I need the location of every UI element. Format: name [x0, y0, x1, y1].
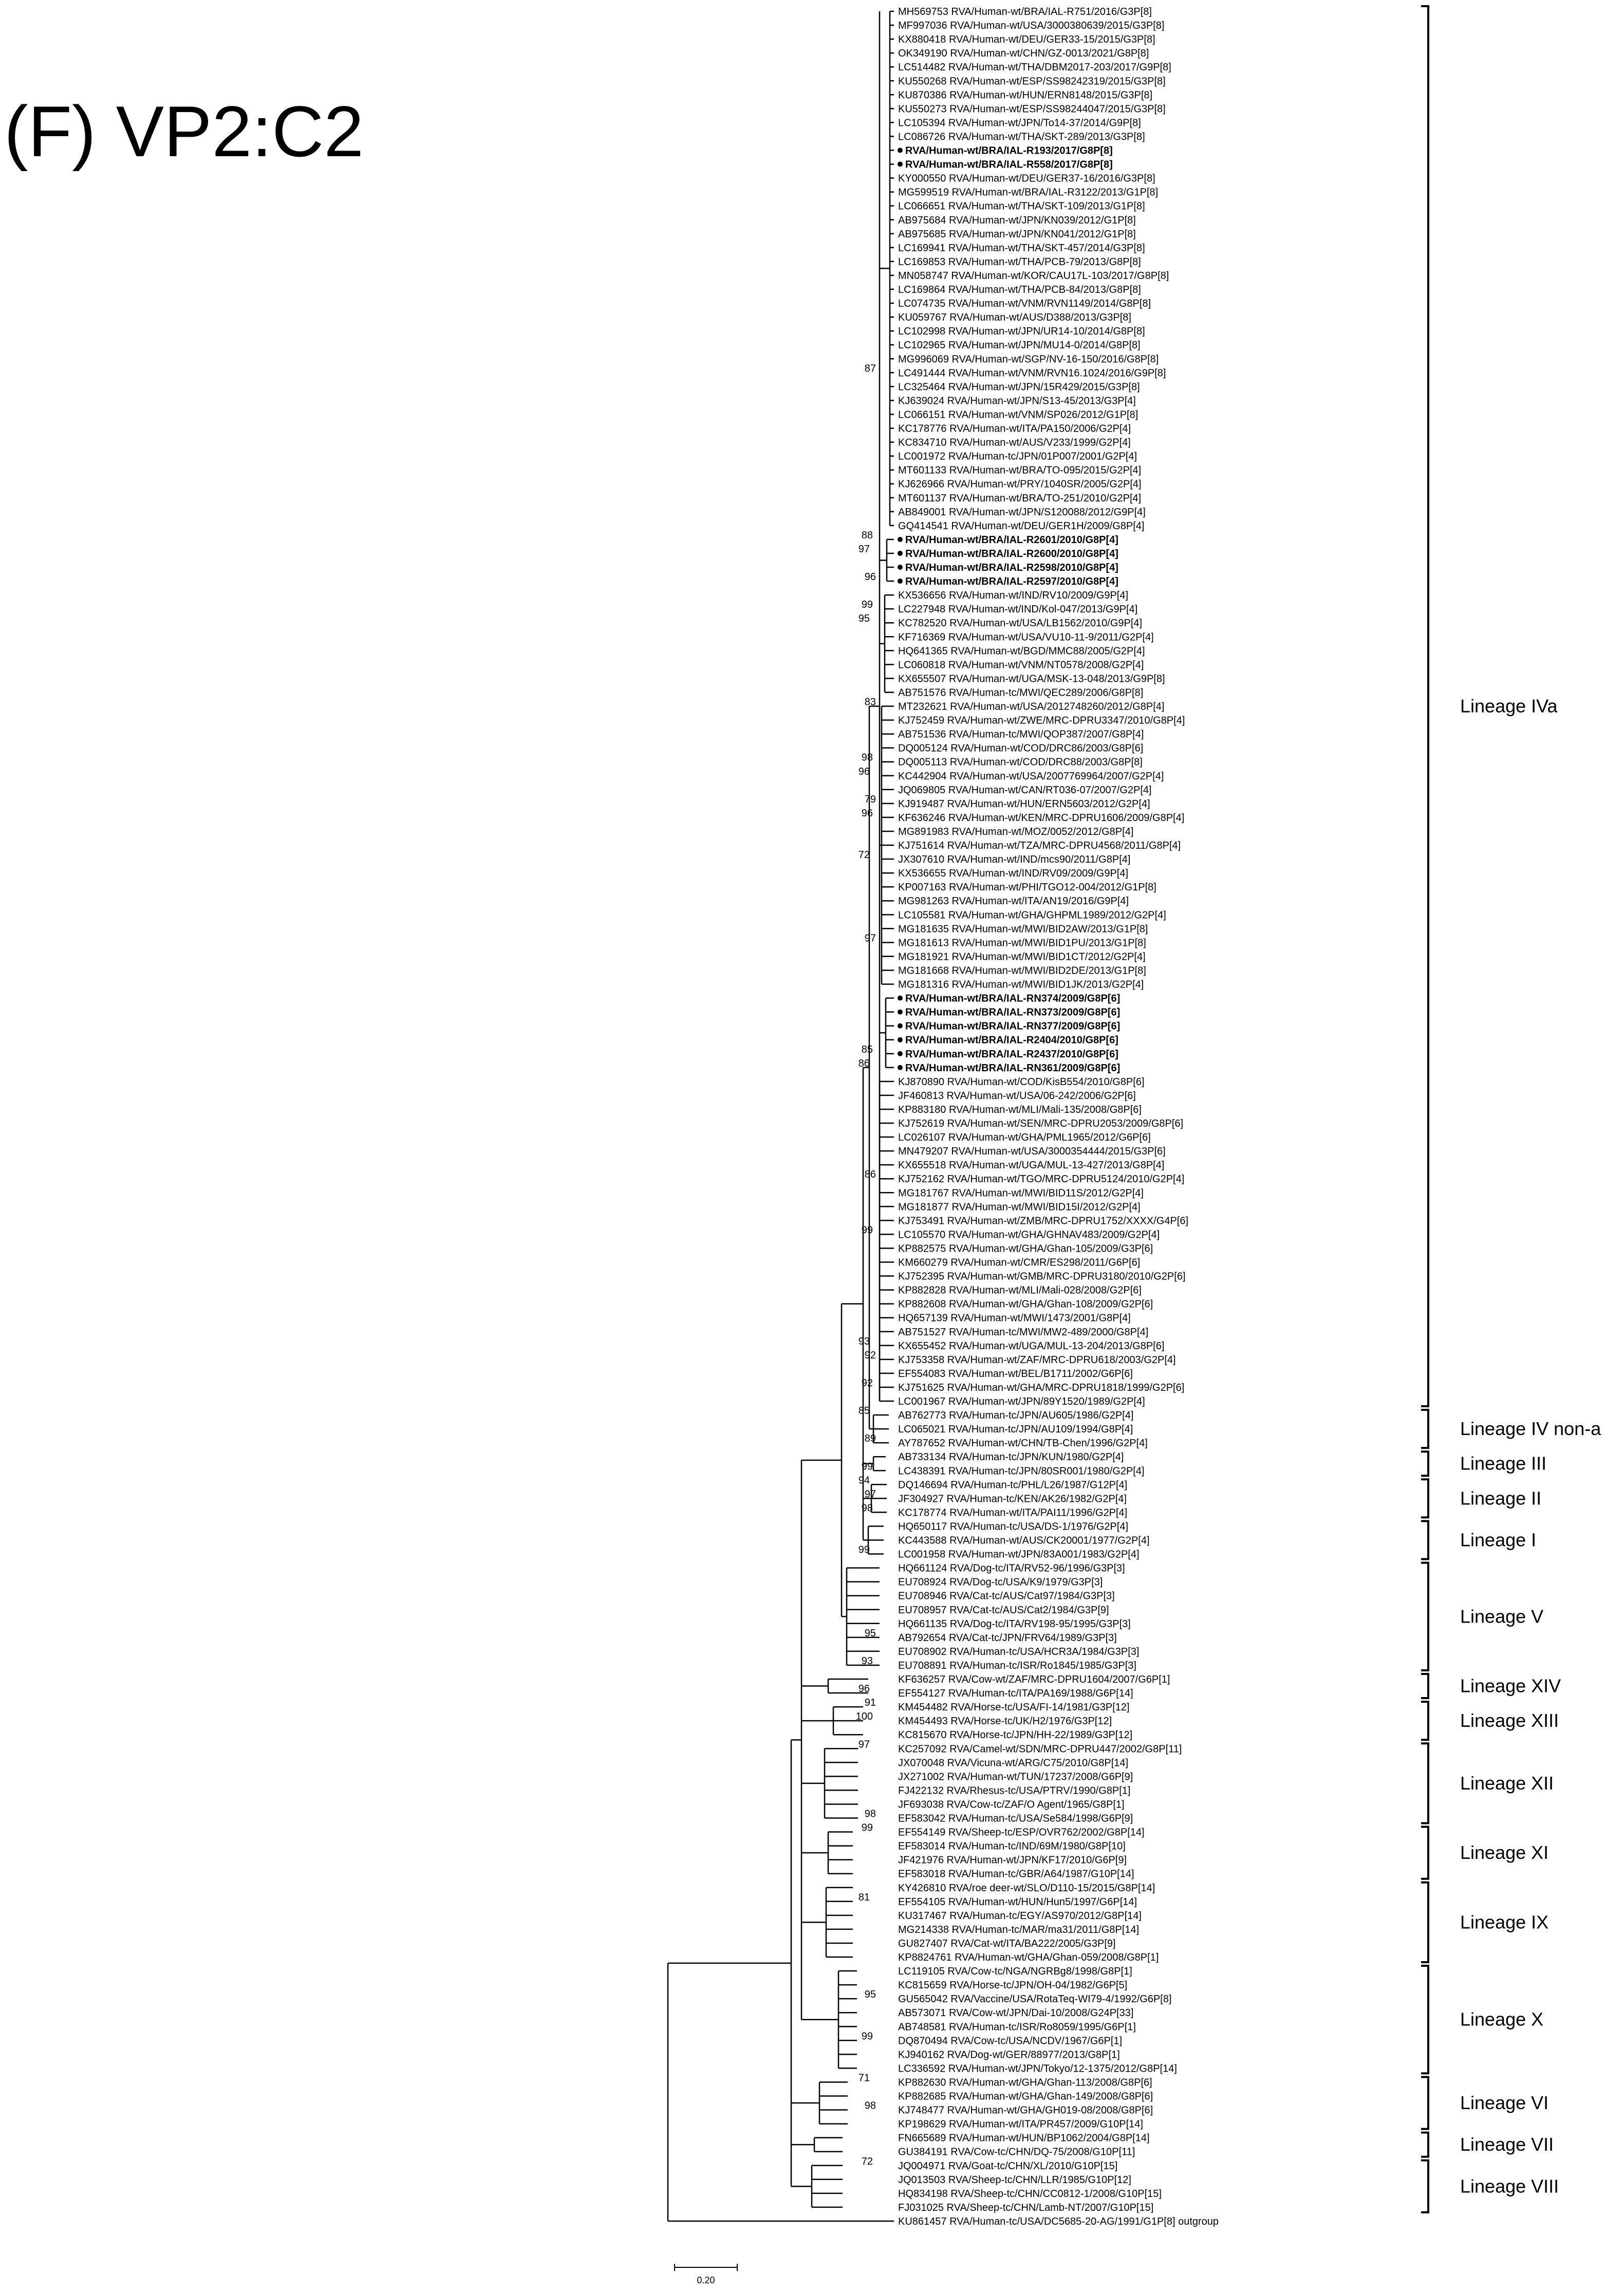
lineage-label: Lineage III: [1460, 1452, 1547, 1474]
bootstrap-value: 94: [858, 1475, 870, 1486]
tip-label: HQ657139 RVA/Human-wt/MWI/1473/2001/G8P[4]: [898, 1312, 1131, 1324]
tip-label: LC169853 RVA/Human-wt/THA/PCB-79/2013/G8P[8]: [898, 256, 1141, 268]
tip-label: KC815670 RVA/Horse-tc/JPN/HH-22/1989/G3P[12]: [898, 1729, 1133, 1741]
bootstrap-value: 87: [864, 363, 876, 375]
lineage-label: Lineage VIII: [1460, 2175, 1559, 2197]
tip-label: AB751536 RVA/Human-tc/MWI/QOP387/2007/G8P[4]: [898, 729, 1144, 740]
tip-label: KY000550 RVA/Human-wt/DEU/GER37-16/2016/G3P[8]: [898, 173, 1155, 184]
tip-label: KF636257 RVA/Cow-wt/ZAF/MRC-DPRU1604/2007/G6P[1]: [898, 1674, 1170, 1685]
tip-label: KJ940162 RVA/Dog-wt/GER/88977/2013/G8P[1]: [898, 2049, 1120, 2061]
tip-label: KM454493 RVA/Horse-tc/UK/H2/1976/G3P[12]: [898, 1716, 1112, 1727]
tip-label: EU708946 RVA/Cat-tc/AUS/Cat97/1984/G3P[3]: [898, 1590, 1115, 1602]
tip-label: DQ870494 RVA/Cow-tc/USA/NCDV/1967/G6P[1]: [898, 2035, 1123, 2047]
lineage-bracket: [1421, 2077, 1428, 2129]
tip-label: HQ834198 RVA/Sheep-tc/CHN/CC0812-1/2008/G10P[15]: [898, 2188, 1162, 2200]
tip-label: KP8824761 RVA/Human-wt/GHA/Ghan-059/2008/G8P[1]: [898, 1952, 1159, 1963]
tip-label: KC178776 RVA/Human-wt/ITA/PA150/2006/G2P[4]: [898, 423, 1131, 435]
bootstrap-value: 95: [858, 613, 870, 625]
lineage-bracket: [1421, 1521, 1428, 1559]
tip-label: LC102998 RVA/Human-wt/JPN/UR14-10/2014/G8P[8]: [898, 326, 1145, 338]
tip-label: LC105581 RVA/Human-wt/GHA/GHPML1989/2012/G2P[4]: [898, 909, 1166, 921]
tip-label: KJ626966 RVA/Human-wt/PRY/1040SR/2005/G2P[4]: [898, 478, 1142, 490]
tip-label: MT601137 RVA/Human-wt/BRA/TO-251/2010/G2P[4]: [898, 492, 1142, 504]
tip-label: MG181877 RVA/Human-wt/MWI/BID15I/2012/G2P[4]: [898, 1201, 1141, 1213]
highlighted-tip-label: RVA/Human-wt/BRA/IAL-R2598/2010/G8P[4]: [905, 562, 1118, 573]
tip-label: JX070048 RVA/Vicuna-wt/ARG/C75/2010/G8P[14]: [898, 1757, 1129, 1769]
figure-title: (F) VP2:C2: [4, 91, 364, 172]
tip-label: LC105394 RVA/Human-wt/JPN/To14-37/2014/G9P[8]: [898, 117, 1141, 129]
lineage-bracket: [1421, 1674, 1428, 1698]
tip-labels: [898, 6, 1219, 2227]
bootstrap-value: 83: [864, 696, 876, 708]
highlighted-tip-label: RVA/Human-wt/BRA/IAL-R558/2017/G8P[8]: [905, 159, 1113, 171]
highlighted-tip-label: RVA/Human-wt/BRA/IAL-R2404/2010/G8P[6]: [905, 1034, 1118, 1046]
tip-label: KP882630 RVA/Human-wt/GHA/Ghan-113/2008/G8P[6]: [898, 2077, 1152, 2089]
bootstrap-value: 98: [864, 1808, 876, 1820]
tip-label: LC001967 RVA/Human-wt/JPN/89Y1520/1989/G2P[4]: [898, 1396, 1145, 1407]
highlight-bullet: [898, 565, 903, 570]
lineage-label: Lineage IVa: [1460, 695, 1558, 717]
bootstrap-value: 95: [864, 1989, 876, 2001]
tip-label: AB762773 RVA/Human-tc/JPN/AU605/1986/G2P[4]: [898, 1410, 1134, 1422]
bootstrap-value: 97: [864, 1488, 876, 1500]
lineage-label: Lineage XII: [1460, 1772, 1554, 1794]
tip-label: MT232621 RVA/Human-wt/USA/2012748260/2012/G8P[4]: [898, 701, 1165, 713]
tip-label: OK349190 RVA/Human-wt/CHN/GZ-0013/2021/G8P[8]: [898, 48, 1149, 60]
highlight-bullet: [898, 148, 903, 153]
tip-label: LC169941 RVA/Human-wt/THA/SKT-457/2014/G3P[8]: [898, 242, 1145, 254]
tip-label: KJ753358 RVA/Human-wt/ZAF/MRC-DPRU618/2003/G2P[4]: [898, 1354, 1176, 1366]
tip-label: EF583014 RVA/Human-tc/IND/69M/1980/G8P[10]: [898, 1840, 1126, 1852]
bootstrap-value: 96: [858, 766, 870, 777]
lineage-bracket: [1421, 1563, 1428, 1670]
tip-label: KX655452 RVA/Human-wt/UGA/MUL-13-204/2013/G8P[6]: [898, 1340, 1165, 1352]
tip-label: MG181668 RVA/Human-wt/MWI/BID2DE/2013/G1P[8]: [898, 965, 1146, 977]
bootstrap-value: 99: [861, 1461, 873, 1473]
tip-label: MG981263 RVA/Human-wt/ITA/AN19/2016/G9P[4]: [898, 896, 1129, 907]
lineage-bracket: [1421, 1743, 1428, 1823]
tip-label: KJ753491 RVA/Human-wt/ZMB/MRC-DPRU1752/XXXX/G4P[6]: [898, 1215, 1189, 1227]
tip-label: EF583018 RVA/Human-tc/GBR/A64/1987/G10P[14]: [898, 1868, 1134, 1880]
bootstrap-value: 97: [858, 543, 870, 555]
tip-label: KX880418 RVA/Human-wt/DEU/GER33-15/2015/G3P[8]: [898, 34, 1155, 46]
tip-label: KM660279 RVA/Human-wt/CMR/ES298/2011/G6P[6]: [898, 1257, 1141, 1269]
tip-label: EF554105 RVA/Human-wt/HUN/Hun5/1997/G6P[14]: [898, 1896, 1137, 1908]
highlight-bullet: [898, 1010, 903, 1015]
tip-label: JQ013503 RVA/Sheep-tc/CHN/LLR/1985/G10P[12]: [898, 2174, 1131, 2186]
highlighted-tip-label: RVA/Human-wt/BRA/IAL-R2437/2010/G8P[6]: [905, 1048, 1118, 1060]
tip-label: EU708957 RVA/Cat-tc/AUS/Cat2/1984/G3P[9]: [898, 1604, 1109, 1616]
tip-label: KX536655 RVA/Human-wt/IND/RV09/2009/G9P[4]: [898, 868, 1129, 880]
tip-label: MN058747 RVA/Human-wt/KOR/CAU17L-103/2017/G8P[8]: [898, 270, 1169, 282]
tip-label: MG181316 RVA/Human-wt/MWI/BID1JK/2013/G2P[4]: [898, 979, 1144, 991]
lineage-bracket: [1421, 6, 1428, 1406]
tip-label: LC105570 RVA/Human-wt/GHA/GHNAV483/2009/G2P[4]: [898, 1229, 1160, 1241]
tip-label: LC066151 RVA/Human-wt/VNM/SP026/2012/G1P[8]: [898, 409, 1138, 421]
tip-label: JF304927 RVA/Human-tc/KEN/AK26/1982/G2P[4]: [898, 1493, 1127, 1505]
lineage-bracket: [1421, 1827, 1428, 1879]
tip-label: LC066651 RVA/Human-wt/THA/SKT-109/2013/G1P[8]: [898, 200, 1145, 212]
tip-label: MT601133 RVA/Human-wt/BRA/TO-095/2015/G2P[4]: [898, 464, 1142, 476]
lineage-bracket: [1421, 1410, 1428, 1448]
tip-label: KJ752619 RVA/Human-wt/SEN/MRC-DPRU2053/2009/G8P[6]: [898, 1118, 1184, 1129]
tip-label: AB751527 RVA/Human-tc/MWI/MW2-489/2000/G8P[4]: [898, 1326, 1149, 1338]
tip-label: KP007163 RVA/Human-wt/PHI/TGO12-004/2012/G1P[8]: [898, 882, 1156, 893]
tip-label: LC026107 RVA/Human-wt/GHA/PML1965/2012/G6P[6]: [898, 1132, 1151, 1144]
bootstrap-value: 95: [864, 1627, 876, 1639]
tip-label: EF583042 RVA/Human-tc/USA/Se584/1998/G6P[9]: [898, 1813, 1133, 1824]
bootstrap-value: 91: [864, 1697, 876, 1709]
highlighted-tip-label: RVA/Human-wt/BRA/IAL-R2597/2010/G8P[4]: [905, 576, 1118, 588]
tip-label: EU708891 RVA/Human-tc/ISR/Ro1845/1985/G3P[3]: [898, 1660, 1136, 1671]
highlighted-tip-label: RVA/Human-wt/BRA/IAL-RN377/2009/G8P[6]: [905, 1020, 1121, 1032]
tip-label: KJ870890 RVA/Human-wt/COD/KisB554/2010/G8P[6]: [898, 1076, 1145, 1088]
tip-label: AB733134 RVA/Human-tc/JPN/KUN/1980/G2P[4]: [898, 1451, 1124, 1463]
highlighted-tip-label: RVA/Human-wt/BRA/IAL-R2601/2010/G8P[4]: [905, 534, 1118, 546]
bootstrap-value: 89: [864, 1433, 876, 1445]
tip-label: KF716369 RVA/Human-wt/USA/VU10-11-9/2011/G2P[4]: [898, 631, 1154, 643]
lineage-label: Lineage VII: [1460, 2134, 1554, 2155]
bootstrap-value: 99: [858, 1544, 870, 1556]
tip-label: MG181921 RVA/Human-wt/MWI/BID1CT/2012/G2P[4]: [898, 951, 1146, 963]
tip-label: FN665689 RVA/Human-wt/HUN/BP1062/2004/G8P[14]: [898, 2132, 1150, 2144]
tip-label: EF554127 RVA/Human-tc/ITA/PA169/1988/G6P[14]: [898, 1688, 1133, 1700]
lineage-label: Lineage IV non-a: [1460, 1418, 1601, 1440]
tip-label: KU861457 RVA/Human-tc/USA/DC5685-20-AG/1991/G1P[8] outgroup: [898, 2215, 1219, 2227]
tip-label: MF997036 RVA/Human-wt/USA/3000380639/2015/G3P[8]: [898, 20, 1165, 32]
bootstrap-value: 98: [861, 752, 873, 763]
tip-label: LC102965 RVA/Human-wt/JPN/MU14-0/2014/G8P[8]: [898, 340, 1141, 351]
tip-label: DQ005124 RVA/Human-wt/COD/DRC86/2003/G8P[6]: [898, 742, 1144, 754]
bootstrap-value: 93: [858, 1335, 870, 1347]
tip-label: EU708902 RVA/Human-tc/USA/HCR3A/1984/G3P[3]: [898, 1646, 1140, 1657]
tip-label: LC074735 RVA/Human-wt/VNM/RVN1149/2014/G8P[8]: [898, 298, 1151, 310]
bootstrap-value: 96: [864, 571, 876, 583]
tip-label: LC438391 RVA/Human-tc/JPN/80SR001/1980/G2P[4]: [898, 1465, 1145, 1477]
tip-label: EF554083 RVA/Human-wt/BEL/B1711/2002/G6P[6]: [898, 1368, 1133, 1380]
tip-label: AB975684 RVA/Human-wt/JPN/KN039/2012/G1P[8]: [898, 214, 1136, 226]
tip-label: KJ919487 RVA/Human-wt/HUN/ERN5603/2012/G2P[4]: [898, 798, 1150, 810]
lineage-bracket: [1421, 1451, 1428, 1476]
tip-label: KU317467 RVA/Human-tc/EGY/AS970/2012/G8P[14]: [898, 1910, 1142, 1922]
tip-label: KC443588 RVA/Human-wt/AUS/CK20001/1977/G2P[4]: [898, 1535, 1150, 1547]
tip-label: KJ752395 RVA/Human-wt/GMB/MRC-DPRU3180/2010/G2P[6]: [898, 1271, 1186, 1282]
tip-label: KC442904 RVA/Human-wt/USA/2007769964/2007/G2P[4]: [898, 770, 1164, 782]
tip-label: KY426810 RVA/roe deer-wt/SLO/D110-15/2015/G8P[14]: [898, 1882, 1155, 1894]
bootstrap-value: 79: [864, 793, 876, 805]
tip-label: MG891983 RVA/Human-wt/MOZ/0052/2012/G8P[4]: [898, 826, 1134, 837]
tip-label: HQ661124 RVA/Dog-tc/ITA/RV52-96/1996/G3P[3]: [898, 1562, 1125, 1574]
tip-label: KJ748477 RVA/Human-wt/GHA/GH019-08/2008/G8P[6]: [898, 2104, 1153, 2116]
bootstrap-value: 96: [861, 807, 873, 819]
tip-label: LC060818 RVA/Human-wt/VNM/NT0578/2008/G2P[4]: [898, 659, 1144, 671]
tip-label: LC514482 RVA/Human-wt/THA/DBM2017-203/2017/G9P[8]: [898, 62, 1171, 73]
tip-label: LC169864 RVA/Human-wt/THA/PCB-84/2013/G8P[8]: [898, 284, 1141, 295]
tip-label: KJ639024 RVA/Human-wt/JPN/S13-45/2013/G3P[4]: [898, 395, 1136, 407]
tip-label: JF421976 RVA/Human-wt/JPN/KF17/2010/G6P[9]: [898, 1854, 1127, 1866]
bootstrap-value: 85: [861, 1044, 873, 1055]
tip-label: LC001972 RVA/Human-tc/JPN/01P007/2001/G2P[4]: [898, 451, 1137, 462]
bootstrap-value: 100: [855, 1711, 873, 1723]
tip-label: KC815659 RVA/Horse-tc/JPN/OH-04/1982/G6P[5]: [898, 1980, 1128, 1991]
tip-label: GU827407 RVA/Cat-wt/ITA/BA222/2005/G3P[9]: [898, 1938, 1116, 1949]
tip-label: MG181635 RVA/Human-wt/MWI/BID2AW/2013/G1P[8]: [898, 923, 1148, 935]
bootstrap-value: 92: [861, 1377, 873, 1389]
lineage-label: Lineage VI: [1460, 2092, 1549, 2114]
tip-label: LC227948 RVA/Human-wt/IND/Kol-047/2013/G9P[4]: [898, 604, 1138, 616]
tip-label: HQ650117 RVA/Human-tc/USA/DS-1/1976/G2P[4]: [898, 1521, 1128, 1533]
bootstrap-value: 97: [864, 933, 876, 944]
bootstrap-value: 72: [861, 2155, 873, 2167]
tip-label: MG181613 RVA/Human-wt/MWI/BID1PU/2013/G1P[8]: [898, 937, 1146, 949]
highlight-bullet: [898, 1065, 903, 1070]
highlight-bullet: [898, 579, 903, 584]
bootstrap-value: 85: [858, 1405, 870, 1417]
tip-label: KP198629 RVA/Human-wt/ITA/PR457/2009/G10P[14]: [898, 2118, 1143, 2130]
tip-label: KP882575 RVA/Human-wt/GHA/Ghan-105/2009/G3P[6]: [898, 1243, 1153, 1255]
lineage-label: Lineage XIV: [1460, 1675, 1561, 1697]
tip-label: KP882608 RVA/Human-wt/GHA/Ghan-108/2009/G2P[6]: [898, 1298, 1153, 1310]
tip-label: FJ031025 RVA/Sheep-tc/CHN/Lamb-NT/2007/G10P[15]: [898, 2202, 1154, 2213]
tip-label: KC782520 RVA/Human-wt/USA/LB1562/2010/G9P[4]: [898, 618, 1143, 629]
tip-label: LC119105 RVA/Cow-tc/NGA/NGRBg8/1998/G8P[1]: [898, 1966, 1132, 1978]
tip-label: HQ661135 RVA/Dog-tc/ITA/RV198-95/1995/G3P[3]: [898, 1618, 1131, 1630]
bootstrap-value: 72: [858, 849, 870, 861]
tip-label: KP882685 RVA/Human-wt/GHA/Ghan-149/2008/G8P[6]: [898, 2091, 1153, 2102]
bootstrap-value: 86: [864, 1169, 876, 1181]
lineage-annotations: [1421, 6, 1601, 2212]
lineage-bracket: [1421, 1966, 1428, 2073]
highlighted-tip-label: RVA/Human-wt/BRA/IAL-R2600/2010/G8P[4]: [905, 548, 1118, 560]
tip-label: LC325464 RVA/Human-wt/JPN/15R429/2015/G3P[8]: [898, 381, 1140, 393]
bootstrap-value: 98: [861, 1502, 873, 1514]
highlighted-tip-label: RVA/Human-wt/BRA/IAL-R193/2017/G8P[8]: [905, 145, 1113, 157]
lineage-bracket: [1421, 1479, 1428, 1517]
tip-label: KP882828 RVA/Human-wt/MLI/Mali-028/2008/G2P[6]: [898, 1284, 1142, 1296]
lineage-bracket: [1421, 1702, 1428, 1740]
tip-label: LC336592 RVA/Human-wt/JPN/Tokyo/12-1375/2012/G8P[14]: [898, 2063, 1177, 2075]
tip-label: KU550268 RVA/Human-wt/ESP/SS98242319/2015/G3P[8]: [898, 76, 1166, 87]
bootstrap-value: 81: [858, 1891, 870, 1903]
lineage-bracket: [1421, 1883, 1428, 1962]
lineage-label: Lineage IX: [1460, 1911, 1549, 1933]
tip-label: KJ751625 RVA/Human-wt/GHA/MRC-DPRU1818/1999/G2P[6]: [898, 1382, 1185, 1393]
tip-label: DQ005113 RVA/Human-wt/COD/DRC88/2003/G8P[8]: [898, 756, 1143, 768]
bootstrap-value: 92: [864, 1349, 876, 1361]
lineage-label: Lineage XIII: [1460, 1710, 1559, 1731]
bootstrap-value: 99: [861, 1822, 873, 1834]
bootstrap-value: 93: [861, 1655, 873, 1667]
tip-label: JQ069805 RVA/Human-wt/CAN/RT036-07/2007/G2P[4]: [898, 784, 1152, 796]
tip-label: AB751576 RVA/Human-tc/MWI/QEC289/2006/G8P[8]: [898, 687, 1144, 699]
tip-label: MN479207 RVA/Human-wt/USA/3000354444/2015/G3P[6]: [898, 1146, 1166, 1158]
highlight-bullet: [898, 1023, 903, 1029]
highlighted-tip-label: RVA/Human-wt/BRA/IAL-RN361/2009/G8P[6]: [905, 1062, 1121, 1074]
tip-label: KU059767 RVA/Human-wt/AUS/D388/2013/G3P[8]: [898, 312, 1131, 324]
bootstrap-value: 99: [861, 599, 873, 611]
highlight-bullet: [898, 996, 903, 1001]
highlighted-tip-label: RVA/Human-wt/BRA/IAL-RN374/2009/G8P[6]: [905, 993, 1121, 1004]
bootstrap-value: 97: [858, 1739, 870, 1750]
tip-label: MG996069 RVA/Human-wt/SGP/NV-16-150/2016/G8P[8]: [898, 353, 1159, 365]
bootstrap-value: 86: [858, 1057, 870, 1069]
tip-label: MG181767 RVA/Human-wt/MWI/BID11S/2012/G2P[4]: [898, 1187, 1144, 1199]
tip-label: AB792654 RVA/Cat-tc/JPN/FRV64/1989/G3P[3]: [898, 1632, 1117, 1644]
tip-label: GU565042 RVA/Vaccine/USA/RotaTeq-WI79-4/1992/G6P[8]: [898, 1994, 1172, 2005]
lineage-label: Lineage V: [1460, 1606, 1544, 1627]
tip-label: JF693038 RVA/Cow-tc/ZAF/O Agent/1965/G8P[1]: [898, 1799, 1125, 1811]
tip-label: KX655507 RVA/Human-wt/UGA/MSK-13-048/2013/G9P[8]: [898, 673, 1165, 685]
tip-label: DQ146694 RVA/Human-tc/PHL/L26/1987/G12P[4]: [898, 1479, 1128, 1491]
highlight-bullet: [898, 1037, 903, 1042]
tip-label: MH569753 RVA/Human-wt/BRA/IAL-R751/2016/G3P[8]: [898, 6, 1152, 17]
tip-label: EU708924 RVA/Dog-tc/USA/K9/1979/G3P[3]: [898, 1576, 1103, 1588]
tip-label: GQ414541 RVA/Human-wt/DEU/GER1H/2009/G8P[4]: [898, 520, 1145, 532]
bootstrap-value: 99: [861, 1224, 873, 1236]
tip-label: KJ752162 RVA/Human-wt/TGO/MRC-DPRU5124/2010/G2P[4]: [898, 1174, 1185, 1185]
scale-bar-label: 0.20: [697, 2275, 715, 2285]
tip-label: KC834710 RVA/Human-wt/AUS/V233/1999/G2P[4]: [898, 437, 1131, 449]
tip-label: KM454482 RVA/Horse-tc/USA/FI-14/1981/G3P[12]: [898, 1702, 1130, 1713]
highlight-bullet: [898, 162, 903, 167]
tip-label: LC086726 RVA/Human-wt/THA/SKT-289/2013/G3P[8]: [898, 131, 1145, 143]
tip-label: KC178774 RVA/Human-wt/ITA/PAI11/1996/G2P[4]: [898, 1507, 1128, 1519]
tip-label: KJ752459 RVA/Human-wt/ZWE/MRC-DPRU3347/2010/G8P[4]: [898, 715, 1185, 727]
tip-label: KF636246 RVA/Human-wt/KEN/MRC-DPRU1606/2009/G8P[4]: [898, 812, 1185, 824]
highlight-bullet: [898, 537, 903, 542]
tip-label: JF460813 RVA/Human-wt/USA/06-242/2006/G2P[6]: [898, 1090, 1136, 1102]
tip-label: KP883180 RVA/Human-wt/MLI/Mali-135/2008/G8P[6]: [898, 1104, 1142, 1115]
scale-bar: [675, 2264, 737, 2285]
tip-label: FJ422132 RVA/Rhesus-tc/USA/PTRV/1990/G8P[1]: [898, 1785, 1131, 1797]
highlight-bullet: [898, 551, 903, 556]
tip-label: KJ751614 RVA/Human-wt/TZA/MRC-DPRU4568/2011/G8P[4]: [898, 840, 1181, 851]
tip-label: AB573071 RVA/Cow-wt/JPN/Dai-10/2008/G24P[33]: [898, 2007, 1134, 2019]
bootstrap-value: 99: [861, 2031, 873, 2042]
bootstrap-value: 98: [864, 2100, 876, 2112]
tip-label: EF554149 RVA/Sheep-tc/ESP/OVR762/2002/G8P[14]: [898, 1827, 1145, 1838]
tree-branches: [668, 11, 894, 2221]
bootstrap-value: 88: [861, 529, 873, 541]
tip-label: AB748581 RVA/Human-tc/ISR/Ro8059/1995/G6P[1]: [898, 2021, 1136, 2033]
lineage-bracket: [1421, 2133, 1428, 2157]
tip-label: JX307610 RVA/Human-wt/IND/mcs90/2011/G8P[4]: [898, 854, 1131, 866]
bootstrap-value: 71: [858, 2072, 870, 2084]
tip-label: HQ641365 RVA/Human-wt/BGD/MMC88/2005/G2P[4]: [898, 645, 1145, 657]
tip-label: LC001958 RVA/Human-wt/JPN/83A001/1983/G2P[4]: [898, 1549, 1140, 1560]
tip-label: GU384191 RVA/Cow-tc/CHN/DQ-75/2008/G10P[11]: [898, 2146, 1135, 2158]
tip-label: MG599519 RVA/Human-wt/BRA/IAL-R3122/2013/G1P[8]: [898, 187, 1159, 198]
tip-label: AY787652 RVA/Human-wt/CHN/TB-Chen/1996/G2P[4]: [898, 1438, 1148, 1449]
lineage-label: Lineage X: [1460, 2008, 1544, 2030]
tip-label: LC065021 RVA/Human-tc/JPN/AU109/1994/G8P[4]: [898, 1424, 1133, 1436]
tip-label: KU870386 RVA/Human-wt/HUN/ERN8148/2015/G3P[8]: [898, 89, 1153, 101]
tip-label: MG214338 RVA/Human-tc/MAR/ma31/2011/G8P[14]: [898, 1924, 1140, 1935]
lineage-label: Lineage II: [1460, 1487, 1542, 1509]
tip-label: KX655518 RVA/Human-wt/UGA/MUL-13-427/2013/G8P[4]: [898, 1160, 1165, 1171]
bootstrap-values: [856, 363, 876, 2167]
tip-label: KU550273 RVA/Human-wt/ESP/SS98244047/2015/G3P[8]: [898, 103, 1166, 115]
lineage-bracket: [1421, 2160, 1428, 2212]
highlight-bullet: [898, 1051, 903, 1056]
bootstrap-value: 96: [858, 1683, 870, 1695]
tip-label: LC491444 RVA/Human-wt/VNM/RVN16.1024/2016/G9P[8]: [898, 367, 1166, 379]
tip-label: AB849001 RVA/Human-wt/JPN/S120088/2012/G9P[4]: [898, 506, 1146, 518]
highlighted-tip-label: RVA/Human-wt/BRA/IAL-RN373/2009/G8P[6]: [905, 1007, 1121, 1018]
tip-label: JQ004971 RVA/Goat-tc/CHN/XL/2010/G10P[15]: [898, 2160, 1118, 2172]
tip-label: KC257092 RVA/Camel-wt/SDN/MRC-DPRU447/2002/G8P[11]: [898, 1743, 1182, 1755]
tip-label: JX271002 RVA/Human-wt/TUN/17237/2008/G6P[9]: [898, 1771, 1133, 1783]
tip-label: KX536656 RVA/Human-wt/IND/RV10/2009/G9P[4]: [898, 590, 1129, 602]
lineage-label: Lineage XI: [1460, 1842, 1549, 1864]
lineage-label: Lineage I: [1460, 1529, 1537, 1551]
tip-label: AB975685 RVA/Human-wt/JPN/KN041/2012/G1P[8]: [898, 228, 1136, 240]
